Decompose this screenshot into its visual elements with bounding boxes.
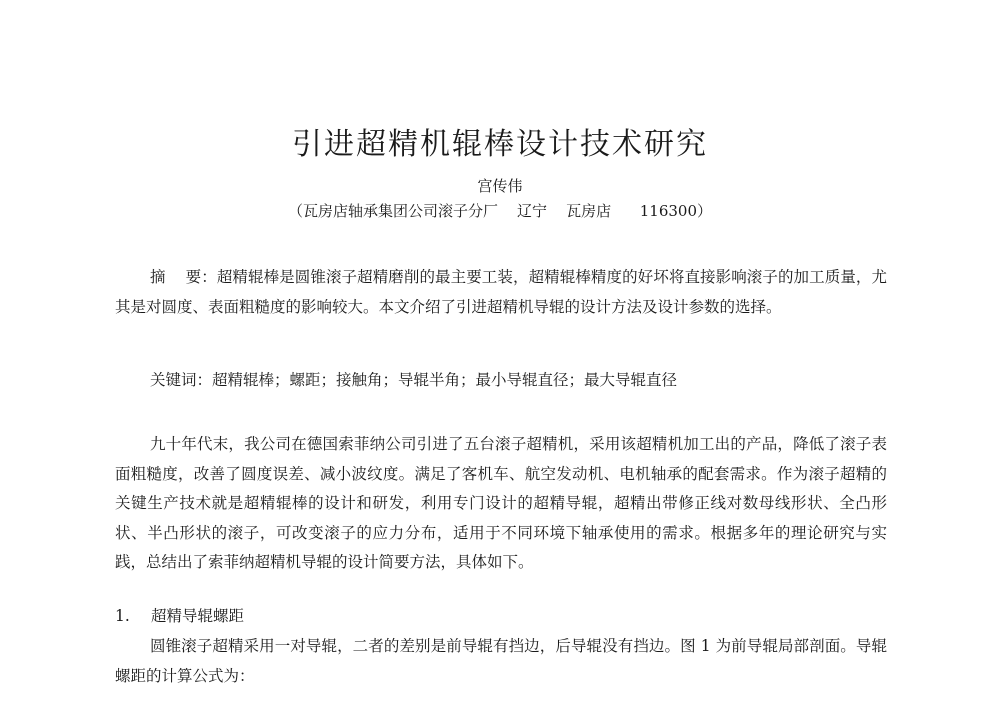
keywords-label: 关键词： — [150, 371, 213, 389]
intro-block — [115, 430, 887, 578]
paper-title: 引进超精机辊棒设计技术研究 — [292, 127, 708, 162]
keywords-line — [150, 366, 677, 396]
abstract-block — [115, 263, 887, 322]
author-name: 宫传伟 — [477, 177, 523, 195]
abstract-text: 超精辊棒是圆锥滚子超精磨削的最主要工装，超精辊棒精度的好坏将直接影响滚子的加工质量，尤其是对圆度、表面粗糙度的影响较大。本文介绍了引进超精机导辊的设计方法及设计参数的选择。 — [115, 268, 887, 316]
section-1-title: 超精导辊螺距 — [151, 607, 245, 625]
abstract-label: 摘 要： — [150, 268, 217, 286]
intro-paragraph: 九十年代末，我公司在德国索菲纳公司引进了五台滚子超精机，采用该超精机加工出的产品，降低了滚子表面粗糙度，改善了圆度误差、减小波纹度。满足了客机车、航空发动机、电机轴承的配套需求。作为滚子超精的关键生产技术就是超精辊棒的设计和研发，利用专门设计的超精导辊，超精出带修正线对数母线形状、全凸形状、半凸形状的滚子，可改变滚子的应力分布，适用于不同环境下轴承使用的需求。根据多年的理论研究与实践，总结出了索菲纳超精机导辊的设计简要方法，具体如下。 — [115, 435, 887, 571]
section-1-number: 1. — [115, 607, 130, 625]
author-affiliation: （瓦房店轴承集团公司滚子分厂 辽宁 瓦房店 116300） — [287, 202, 713, 220]
keywords-text: 超精辊棒；螺距；接触角；导辊半角；最小导辊直径；最大导辊直径 — [212, 371, 678, 389]
section-1-paragraph: 圆锥滚子超精采用一对导辊，二者的差别是前导辊有挡边，后导辊没有挡边。图 1 为前导辊局部剖面。导辊螺距的计算公式为： — [115, 637, 887, 685]
abstract-paragraph — [115, 263, 887, 322]
section-1-block — [115, 632, 887, 691]
section-1-heading — [115, 602, 244, 632]
